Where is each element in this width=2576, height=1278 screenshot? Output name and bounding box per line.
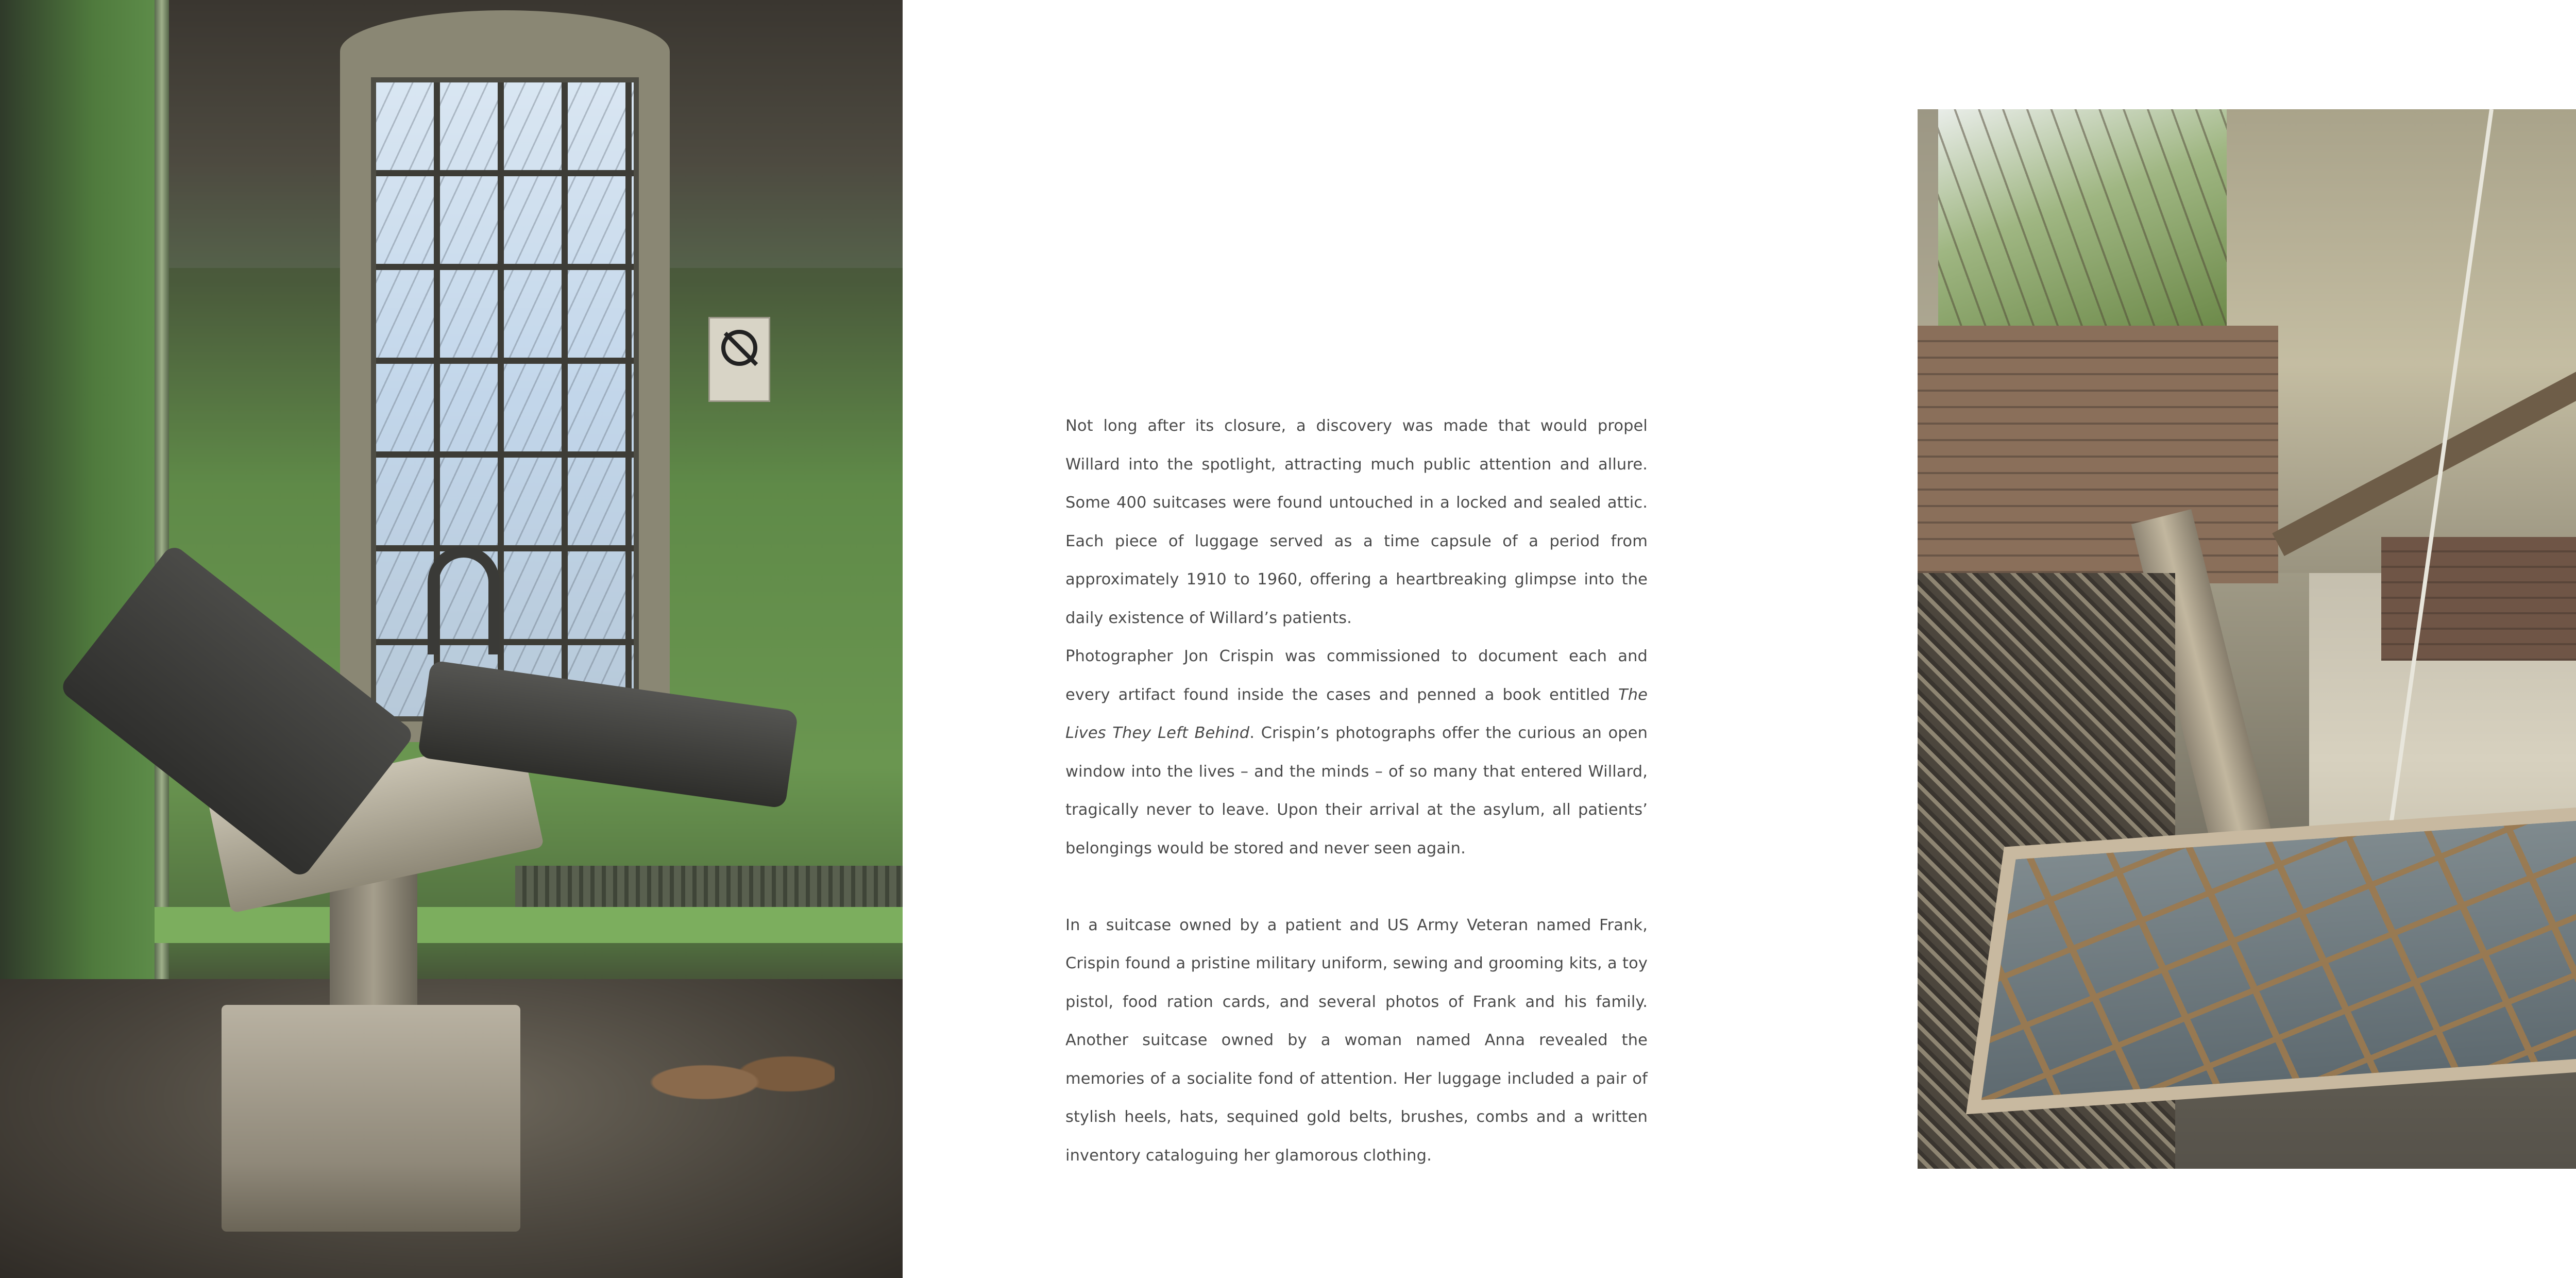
back-wall (2227, 109, 2576, 573)
right-photo (1918, 109, 2576, 1169)
exposed-brick-band (2381, 537, 2576, 661)
paragraph-2-intro: Photographer Jon Crispin was commissioned to document each and every artifact found inside the cases and penned a book entitled (1065, 647, 1648, 704)
peeling-green-wall (0, 0, 155, 1082)
wall-pipe (155, 0, 169, 1056)
exam-chair-base (222, 1005, 520, 1232)
radiator (515, 866, 903, 912)
broken-window (1938, 109, 2227, 326)
book-title: The Lives They Left Behind (1065, 685, 1648, 742)
green-baseboard (155, 907, 903, 943)
discarded-boots (649, 1041, 835, 1123)
tree-branches (1938, 109, 2227, 326)
door-pane-grid (1981, 809, 2576, 1100)
paragraph-suitcases-discovery: Not long after its closure, a discovery was made that would propel Willard into the spotlight, attracting much public attention and allure. Some 400 suitcases were found untouched in a locked and sealed attic. Each piece of luggage served as a time capsule of a period from approximately 1910 to 1960, offering a heartbreaking glimpse into the daily existence of Willard’s patients. (1065, 417, 1648, 627)
chair-stirrup (428, 546, 500, 654)
body-text-column (1065, 407, 1648, 1175)
left-photo (0, 0, 903, 1278)
paragraph-frank-and-anna: In a suitcase owned by a patient and US Army Veteran named Frank, Crispin found a pristine military uniform, sewing and grooming kits, a toy pistol, food ration cards, and several photos of Frank and his family. Another suitcase owned by a woman named Anna revealed the memories of a socialite fond of attention. Her luggage included a pair of stylish heels, hats, sequined gold belts, brushes, combs and a written inventory cataloguing her glamorous clothing. (1065, 916, 1648, 1165)
no-smoking-sign (708, 317, 770, 402)
paragraph-2-rest: . Crispin’s photographs offer the curious an open window into the lives – and the minds – of so many that entered Willard, tragically never to leave. Upon their arrival at the asylum, all patients’ belongings would be stored and never seen again. (1065, 724, 1648, 857)
window-mullions (376, 82, 634, 716)
exposed-brick-left (1918, 326, 2278, 583)
paragraph-jon-crispin (1065, 637, 1648, 868)
window-glass (371, 77, 639, 721)
